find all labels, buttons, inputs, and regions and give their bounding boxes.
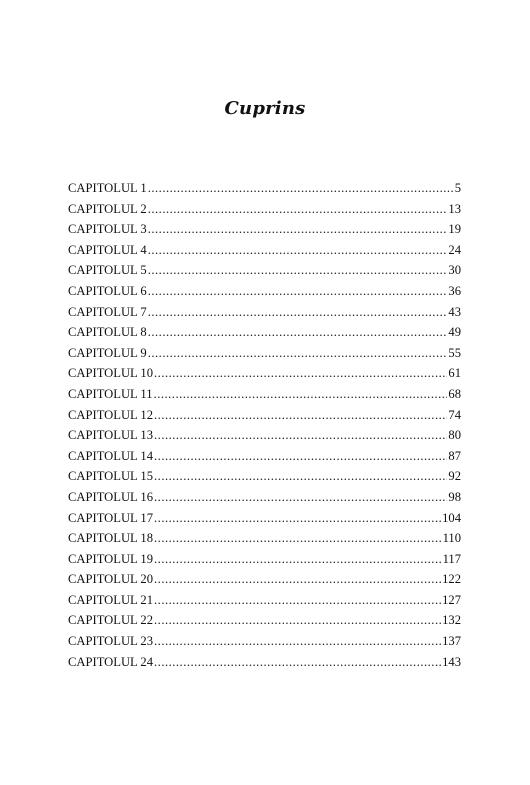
toc-entry-label: CAPITOLUL 15 bbox=[68, 469, 154, 484]
toc-entry-label: CAPITOLUL 9 bbox=[68, 345, 147, 360]
toc-entry[interactable] bbox=[68, 652, 461, 673]
toc-entry[interactable] bbox=[68, 466, 461, 487]
toc-entry-label: CAPITOLUL 10 bbox=[68, 366, 154, 381]
toc-entry[interactable] bbox=[68, 178, 461, 199]
toc-dot-leader bbox=[154, 528, 442, 549]
toc-entry-label: CAPITOLUL 24 bbox=[68, 654, 154, 669]
toc-entry-page-number: 61 bbox=[448, 366, 461, 381]
toc-entry-page-number: 143 bbox=[442, 654, 461, 669]
toc-entry-page-number: 43 bbox=[448, 304, 461, 319]
toc-entry[interactable] bbox=[68, 487, 461, 508]
toc-entry[interactable] bbox=[68, 610, 461, 631]
toc-dot-leader bbox=[154, 466, 447, 487]
toc-entry-label: CAPITOLUL 19 bbox=[68, 551, 154, 566]
toc-entry-label: CAPITOLUL 22 bbox=[68, 613, 154, 628]
toc-entry[interactable] bbox=[68, 569, 461, 590]
toc-entry-page-number: 13 bbox=[448, 201, 461, 216]
toc-dot-leader bbox=[148, 199, 448, 220]
toc-entry[interactable] bbox=[68, 384, 461, 405]
toc-entry[interactable] bbox=[68, 446, 461, 467]
toc-entry-label: CAPITOLUL 3 bbox=[68, 222, 147, 237]
toc-dot-leader bbox=[154, 631, 441, 652]
toc-entry-page-number: 127 bbox=[442, 592, 461, 607]
toc-entry-page-number: 122 bbox=[442, 572, 461, 587]
toc-entry-label: CAPITOLUL 7 bbox=[68, 304, 147, 319]
toc-entry-page-number: 110 bbox=[442, 531, 461, 546]
table-of-contents bbox=[68, 178, 461, 672]
toc-entry-page-number: 68 bbox=[448, 386, 461, 401]
toc-entry-page-number: 137 bbox=[442, 634, 461, 649]
toc-dot-leader bbox=[148, 219, 448, 240]
toc-entry[interactable] bbox=[68, 302, 461, 323]
toc-entry-label: CAPITOLUL 5 bbox=[68, 263, 147, 278]
toc-entry-page-number: 132 bbox=[442, 613, 461, 628]
toc-entry-label: CAPITOLUL 4 bbox=[68, 242, 147, 257]
toc-dot-leader bbox=[154, 652, 441, 673]
toc-dot-leader bbox=[148, 260, 448, 281]
toc-entry-page-number: 24 bbox=[448, 242, 461, 257]
toc-entry-label: CAPITOLUL 21 bbox=[68, 592, 154, 607]
toc-dot-leader bbox=[154, 425, 447, 446]
toc-dot-leader bbox=[148, 302, 448, 323]
toc-entry-page-number: 36 bbox=[448, 283, 461, 298]
toc-dot-leader bbox=[154, 549, 442, 570]
toc-entry[interactable] bbox=[68, 219, 461, 240]
toc-entry-page-number: 55 bbox=[448, 345, 461, 360]
toc-dot-leader bbox=[148, 240, 448, 261]
toc-entry-page-number: 74 bbox=[448, 407, 461, 422]
toc-dot-leader bbox=[148, 281, 448, 302]
toc-dot-leader bbox=[154, 405, 447, 426]
toc-entry-page-number: 87 bbox=[448, 448, 461, 463]
toc-entry[interactable] bbox=[68, 528, 461, 549]
toc-entry[interactable] bbox=[68, 240, 461, 261]
toc-entry[interactable] bbox=[68, 549, 461, 570]
toc-entry-label: CAPITOLUL 14 bbox=[68, 448, 154, 463]
toc-entry-label: CAPITOLUL 12 bbox=[68, 407, 154, 422]
toc-entry[interactable] bbox=[68, 405, 461, 426]
toc-entry-page-number: 80 bbox=[448, 428, 461, 443]
toc-entry[interactable] bbox=[68, 281, 461, 302]
toc-entry-label: CAPITOLUL 17 bbox=[68, 510, 154, 525]
toc-entry-page-number: 19 bbox=[448, 222, 461, 237]
toc-entry[interactable] bbox=[68, 199, 461, 220]
toc-entry-label: CAPITOLUL 11 bbox=[68, 386, 153, 401]
toc-entry[interactable] bbox=[68, 322, 461, 343]
toc-entry-page-number: 92 bbox=[448, 469, 461, 484]
toc-entry[interactable] bbox=[68, 508, 461, 529]
toc-entry-label: CAPITOLUL 1 bbox=[68, 181, 147, 195]
toc-entry[interactable] bbox=[68, 260, 461, 281]
toc-entry-label: CAPITOLUL 8 bbox=[68, 325, 147, 340]
toc-entry-page-number: 49 bbox=[448, 325, 461, 340]
toc-entry-label: CAPITOLUL 6 bbox=[68, 283, 147, 298]
toc-dot-leader bbox=[154, 508, 441, 529]
toc-entry-label: CAPITOLUL 23 bbox=[68, 634, 154, 649]
toc-entry-label: CAPITOLUL 2 bbox=[68, 201, 147, 216]
toc-dot-leader bbox=[154, 610, 441, 631]
toc-dot-leader bbox=[154, 384, 448, 405]
toc-dot-leader bbox=[154, 590, 441, 611]
toc-entry[interactable] bbox=[68, 425, 461, 446]
toc-entry[interactable] bbox=[68, 590, 461, 611]
toc-entry[interactable] bbox=[68, 363, 461, 384]
toc-dot-leader bbox=[154, 569, 441, 590]
toc-entry-page-number: 104 bbox=[442, 510, 461, 525]
toc-entry-label: CAPITOLUL 16 bbox=[68, 489, 154, 504]
toc-dot-leader bbox=[148, 178, 454, 199]
page-title: Cuprins bbox=[224, 98, 306, 120]
toc-entry-label: CAPITOLUL 18 bbox=[68, 531, 154, 546]
toc-entry[interactable] bbox=[68, 631, 461, 652]
toc-dot-leader bbox=[148, 322, 448, 343]
toc-entry-label: CAPITOLUL 20 bbox=[68, 572, 154, 587]
toc-entry-page-number: 117 bbox=[442, 551, 461, 566]
toc-dot-leader bbox=[148, 343, 448, 364]
toc-entry-label: CAPITOLUL 13 bbox=[68, 428, 154, 443]
toc-dot-leader bbox=[154, 446, 447, 467]
toc-dot-leader bbox=[154, 363, 447, 384]
toc-entry-page-number: 5 bbox=[454, 181, 461, 195]
toc-entry-page-number: 98 bbox=[448, 489, 461, 504]
toc-entry[interactable] bbox=[68, 343, 461, 364]
toc-dot-leader bbox=[154, 487, 447, 508]
toc-entry-page-number: 30 bbox=[448, 263, 461, 278]
